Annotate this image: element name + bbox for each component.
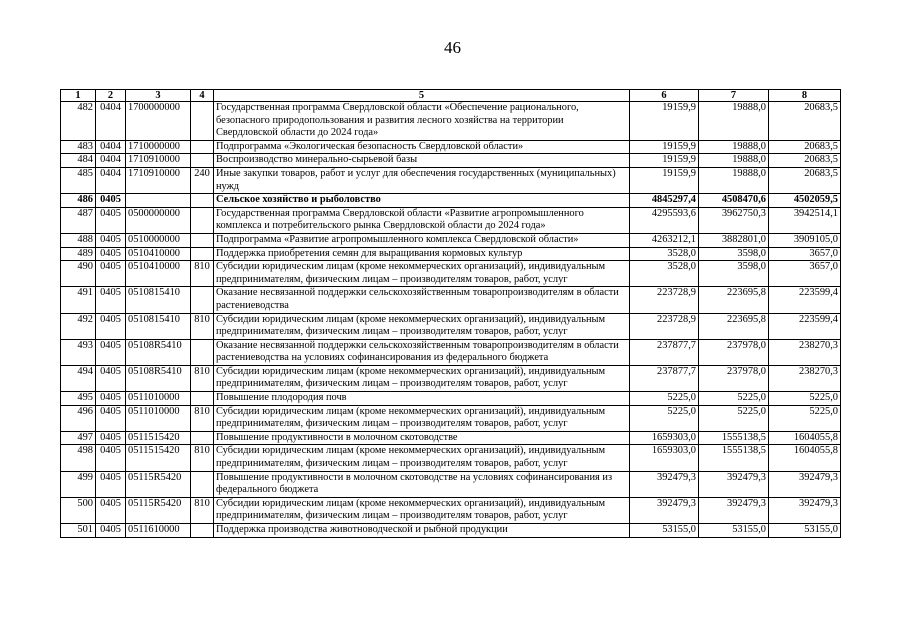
column-header: 8 — [769, 90, 841, 102]
row-number-cell: 490 — [61, 261, 96, 287]
amount-col6-cell: 1659303,0 — [630, 445, 699, 471]
amount-col8-cell: 20683,5 — [769, 140, 841, 154]
table-row — [61, 102, 841, 141]
amount-col8-cell: 53155,0 — [769, 524, 841, 538]
section-code-cell: 0405 — [96, 313, 126, 339]
amount-col6-cell: 237877,7 — [630, 365, 699, 391]
amount-col6-cell: 4845297,4 — [630, 194, 699, 208]
amount-col7-cell: 19888,0 — [699, 140, 769, 154]
budget-table — [60, 89, 841, 538]
target-article-code-cell: 1710000000 — [126, 140, 191, 154]
expense-type-code-cell: 810 — [191, 261, 214, 287]
expense-type-code-cell — [191, 102, 214, 141]
amount-col7-cell: 19888,0 — [699, 154, 769, 168]
amount-col7-cell: 1555138,5 — [699, 445, 769, 471]
row-number-cell: 499 — [61, 471, 96, 497]
target-article-code-cell: 0510000000 — [126, 233, 191, 247]
amount-col6-cell: 19159,9 — [630, 140, 699, 154]
row-number-cell: 484 — [61, 154, 96, 168]
table-row — [61, 471, 841, 497]
target-article-code-cell — [126, 194, 191, 208]
target-article-code-cell: 1700000000 — [126, 102, 191, 141]
item-name-cell: Повышение продуктивности в молочном скотоводстве — [214, 431, 630, 445]
amount-col8-cell: 5225,0 — [769, 392, 841, 406]
table-row — [61, 261, 841, 287]
amount-col7-cell: 53155,0 — [699, 524, 769, 538]
target-article-code-cell: 05115R5420 — [126, 497, 191, 523]
amount-col7-cell: 392479,3 — [699, 497, 769, 523]
row-number-cell: 496 — [61, 405, 96, 431]
amount-col8-cell: 3657,0 — [769, 261, 841, 287]
amount-col6-cell: 3528,0 — [630, 247, 699, 261]
amount-col7-cell: 19888,0 — [699, 102, 769, 141]
amount-col6-cell: 4263212,1 — [630, 233, 699, 247]
amount-col8-cell: 20683,5 — [769, 102, 841, 141]
amount-col8-cell: 1604055,8 — [769, 431, 841, 445]
item-name-cell: Субсидии юридическим лицам (кроме некоммерческих организаций), индивидуальным предпринимателям, физическим лицам – производителям товаров, работ, услуг — [214, 365, 630, 391]
table-row — [61, 233, 841, 247]
row-number-cell: 488 — [61, 233, 96, 247]
item-name-cell: Сельское хозяйство и рыболовство — [214, 194, 630, 208]
section-code-cell: 0405 — [96, 471, 126, 497]
expense-type-code-cell — [191, 431, 214, 445]
item-name-cell: Подпрограмма «Экологическая безопасность Свердловской области» — [214, 140, 630, 154]
expense-type-code-cell: 810 — [191, 445, 214, 471]
column-header: 7 — [699, 90, 769, 102]
amount-col6-cell: 3528,0 — [630, 261, 699, 287]
item-name-cell: Субсидии юридическим лицам (кроме некоммерческих организаций), индивидуальным предпринимателям, физическим лицам – производителям товаров, работ, услуг — [214, 261, 630, 287]
amount-col6-cell: 19159,9 — [630, 102, 699, 141]
item-name-cell: Иные закупки товаров, работ и услуг для обеспечения государственных (муниципальных) нужд — [214, 167, 630, 193]
target-article-code-cell: 0511515420 — [126, 445, 191, 471]
amount-col7-cell: 5225,0 — [699, 405, 769, 431]
target-article-code-cell: 0511515420 — [126, 431, 191, 445]
row-number-cell: 489 — [61, 247, 96, 261]
amount-col6-cell: 237877,7 — [630, 339, 699, 365]
amount-col8-cell: 20683,5 — [769, 167, 841, 193]
target-article-code-cell: 0511610000 — [126, 524, 191, 538]
item-name-cell: Оказание несвязанной поддержки сельскохозяйственным товаропроизводителям в области растениеводства — [214, 287, 630, 313]
section-code-cell: 0405 — [96, 194, 126, 208]
amount-col6-cell: 392479,3 — [630, 497, 699, 523]
table-row — [61, 524, 841, 538]
section-code-cell: 0404 — [96, 140, 126, 154]
amount-col8-cell: 223599,4 — [769, 287, 841, 313]
expense-type-code-cell — [191, 207, 214, 233]
amount-col6-cell: 5225,0 — [630, 392, 699, 406]
row-number-cell: 498 — [61, 445, 96, 471]
section-code-cell: 0405 — [96, 261, 126, 287]
item-name-cell: Подпрограмма «Развитие агропромышленного комплекса Свердловской области» — [214, 233, 630, 247]
expense-type-code-cell — [191, 154, 214, 168]
section-code-cell: 0405 — [96, 233, 126, 247]
amount-col8-cell: 392479,3 — [769, 471, 841, 497]
amount-col7-cell: 237978,0 — [699, 339, 769, 365]
table-header-row — [61, 90, 841, 102]
column-header: 3 — [126, 90, 191, 102]
row-number-cell: 491 — [61, 287, 96, 313]
expense-type-code-cell — [191, 392, 214, 406]
amount-col7-cell: 19888,0 — [699, 167, 769, 193]
section-code-cell: 0405 — [96, 247, 126, 261]
amount-col8-cell: 1604055,8 — [769, 445, 841, 471]
amount-col6-cell: 1659303,0 — [630, 431, 699, 445]
table-row — [61, 365, 841, 391]
amount-col7-cell: 3882801,0 — [699, 233, 769, 247]
amount-col8-cell: 20683,5 — [769, 154, 841, 168]
row-number-cell: 493 — [61, 339, 96, 365]
row-number-cell: 495 — [61, 392, 96, 406]
amount-col7-cell: 4508470,6 — [699, 194, 769, 208]
amount-col8-cell: 3909105,0 — [769, 233, 841, 247]
row-number-cell: 501 — [61, 524, 96, 538]
table-row — [61, 313, 841, 339]
table-row — [61, 207, 841, 233]
amount-col6-cell: 4295593,6 — [630, 207, 699, 233]
row-number-cell: 492 — [61, 313, 96, 339]
amount-col7-cell: 3598,0 — [699, 261, 769, 287]
target-article-code-cell: 0511010000 — [126, 392, 191, 406]
section-code-cell: 0405 — [96, 365, 126, 391]
row-number-cell: 500 — [61, 497, 96, 523]
table-row — [61, 339, 841, 365]
section-code-cell: 0405 — [96, 524, 126, 538]
row-number-cell: 497 — [61, 431, 96, 445]
item-name-cell: Государственная программа Свердловской области «Обеспечение рационального, безопасного природопользования и развития лесного хозяйства на территории Свердловской области до 2024 года» — [214, 102, 630, 141]
amount-col8-cell: 238270,3 — [769, 339, 841, 365]
row-number-cell: 482 — [61, 102, 96, 141]
row-number-cell: 487 — [61, 207, 96, 233]
amount-col8-cell: 3942514,1 — [769, 207, 841, 233]
section-code-cell: 0405 — [96, 392, 126, 406]
amount-col6-cell: 5225,0 — [630, 405, 699, 431]
row-number-cell: 483 — [61, 140, 96, 154]
amount-col8-cell: 392479,3 — [769, 497, 841, 523]
column-header: 5 — [214, 90, 630, 102]
expense-type-code-cell: 240 — [191, 167, 214, 193]
section-code-cell: 0405 — [96, 287, 126, 313]
page-number: 46 — [444, 38, 461, 57]
amount-col6-cell: 223728,9 — [630, 287, 699, 313]
item-name-cell: Государственная программа Свердловской области «Развитие агропромышленного комплекса и потребительского рынка Свердловской области до 2024 года» — [214, 207, 630, 233]
item-name-cell: Воспроизводство минерально-сырьевой базы — [214, 154, 630, 168]
amount-col8-cell: 238270,3 — [769, 365, 841, 391]
expense-type-code-cell: 810 — [191, 313, 214, 339]
target-article-code-cell: 0510815410 — [126, 287, 191, 313]
amount-col8-cell: 4502059,5 — [769, 194, 841, 208]
amount-col6-cell: 19159,9 — [630, 154, 699, 168]
section-code-cell: 0405 — [96, 497, 126, 523]
column-header: 6 — [630, 90, 699, 102]
item-name-cell: Повышение плодородия почв — [214, 392, 630, 406]
row-number-cell: 494 — [61, 365, 96, 391]
expense-type-code-cell — [191, 140, 214, 154]
table-row — [61, 287, 841, 313]
expense-type-code-cell: 810 — [191, 365, 214, 391]
amount-col6-cell: 53155,0 — [630, 524, 699, 538]
amount-col6-cell: 223728,9 — [630, 313, 699, 339]
table-body — [61, 102, 841, 538]
item-name-cell: Оказание несвязанной поддержки сельскохозяйственным товаропроизводителям в области растениеводства на условиях софинансирования из федерального бюджета — [214, 339, 630, 365]
target-article-code-cell: 1710910000 — [126, 154, 191, 168]
expense-type-code-cell: 810 — [191, 497, 214, 523]
expense-type-code-cell — [191, 524, 214, 538]
section-code-cell: 0404 — [96, 167, 126, 193]
table-row — [61, 431, 841, 445]
table-row — [61, 194, 841, 208]
table-row — [61, 497, 841, 523]
section-code-cell: 0405 — [96, 207, 126, 233]
amount-col7-cell: 223695,8 — [699, 287, 769, 313]
target-article-code-cell: 0510815410 — [126, 313, 191, 339]
amount-col7-cell: 1555138,5 — [699, 431, 769, 445]
expense-type-code-cell — [191, 471, 214, 497]
table-row — [61, 405, 841, 431]
amount-col8-cell: 3657,0 — [769, 247, 841, 261]
amount-col8-cell: 223599,4 — [769, 313, 841, 339]
expense-type-code-cell — [191, 339, 214, 365]
column-header: 1 — [61, 90, 96, 102]
section-code-cell: 0405 — [96, 445, 126, 471]
section-code-cell: 0405 — [96, 431, 126, 445]
expense-type-code-cell — [191, 247, 214, 261]
amount-col7-cell: 223695,8 — [699, 313, 769, 339]
expense-type-code-cell — [191, 287, 214, 313]
section-code-cell: 0405 — [96, 405, 126, 431]
column-header: 4 — [191, 90, 214, 102]
expense-type-code-cell — [191, 233, 214, 247]
table-row — [61, 392, 841, 406]
amount-col6-cell: 19159,9 — [630, 167, 699, 193]
expense-type-code-cell: 810 — [191, 405, 214, 431]
amount-col7-cell: 392479,3 — [699, 471, 769, 497]
row-number-cell: 485 — [61, 167, 96, 193]
amount-col7-cell: 3962750,3 — [699, 207, 769, 233]
amount-col7-cell: 3598,0 — [699, 247, 769, 261]
amount-col6-cell: 392479,3 — [630, 471, 699, 497]
amount-col7-cell: 5225,0 — [699, 392, 769, 406]
item-name-cell: Поддержка приобретения семян для выращивания кормовых культур — [214, 247, 630, 261]
table-row — [61, 445, 841, 471]
target-article-code-cell: 0511010000 — [126, 405, 191, 431]
table-row — [61, 247, 841, 261]
amount-col8-cell: 5225,0 — [769, 405, 841, 431]
table-row — [61, 154, 841, 168]
target-article-code-cell: 0500000000 — [126, 207, 191, 233]
target-article-code-cell: 0510410000 — [126, 261, 191, 287]
item-name-cell: Субсидии юридическим лицам (кроме некоммерческих организаций), индивидуальным предпринимателям, физическим лицам – производителям товаров, работ, услуг — [214, 497, 630, 523]
section-code-cell: 0405 — [96, 339, 126, 365]
item-name-cell: Субсидии юридическим лицам (кроме некоммерческих организаций), индивидуальным предпринимателям, физическим лицам – производителям товаров, работ, услуг — [214, 313, 630, 339]
row-number-cell: 486 — [61, 194, 96, 208]
table-row — [61, 140, 841, 154]
column-header: 2 — [96, 90, 126, 102]
item-name-cell: Поддержка производства животноводческой и рыбной продукции — [214, 524, 630, 538]
item-name-cell: Повышение продуктивности в молочном скотоводстве на условиях софинансирования из федерального бюджета — [214, 471, 630, 497]
target-article-code-cell: 05115R5420 — [126, 471, 191, 497]
item-name-cell: Субсидии юридическим лицам (кроме некоммерческих организаций), индивидуальным предпринимателям, физическим лицам – производителям товаров, работ, услуг — [214, 445, 630, 471]
expense-type-code-cell — [191, 194, 214, 208]
amount-col7-cell: 237978,0 — [699, 365, 769, 391]
section-code-cell: 0404 — [96, 102, 126, 141]
target-article-code-cell: 0510410000 — [126, 247, 191, 261]
target-article-code-cell: 05108R5410 — [126, 365, 191, 391]
target-article-code-cell: 05108R5410 — [126, 339, 191, 365]
section-code-cell: 0404 — [96, 154, 126, 168]
target-article-code-cell: 1710910000 — [126, 167, 191, 193]
item-name-cell: Субсидии юридическим лицам (кроме некоммерческих организаций), индивидуальным предпринимателям, физическим лицам – производителям товаров, работ, услуг — [214, 405, 630, 431]
table-row — [61, 167, 841, 193]
